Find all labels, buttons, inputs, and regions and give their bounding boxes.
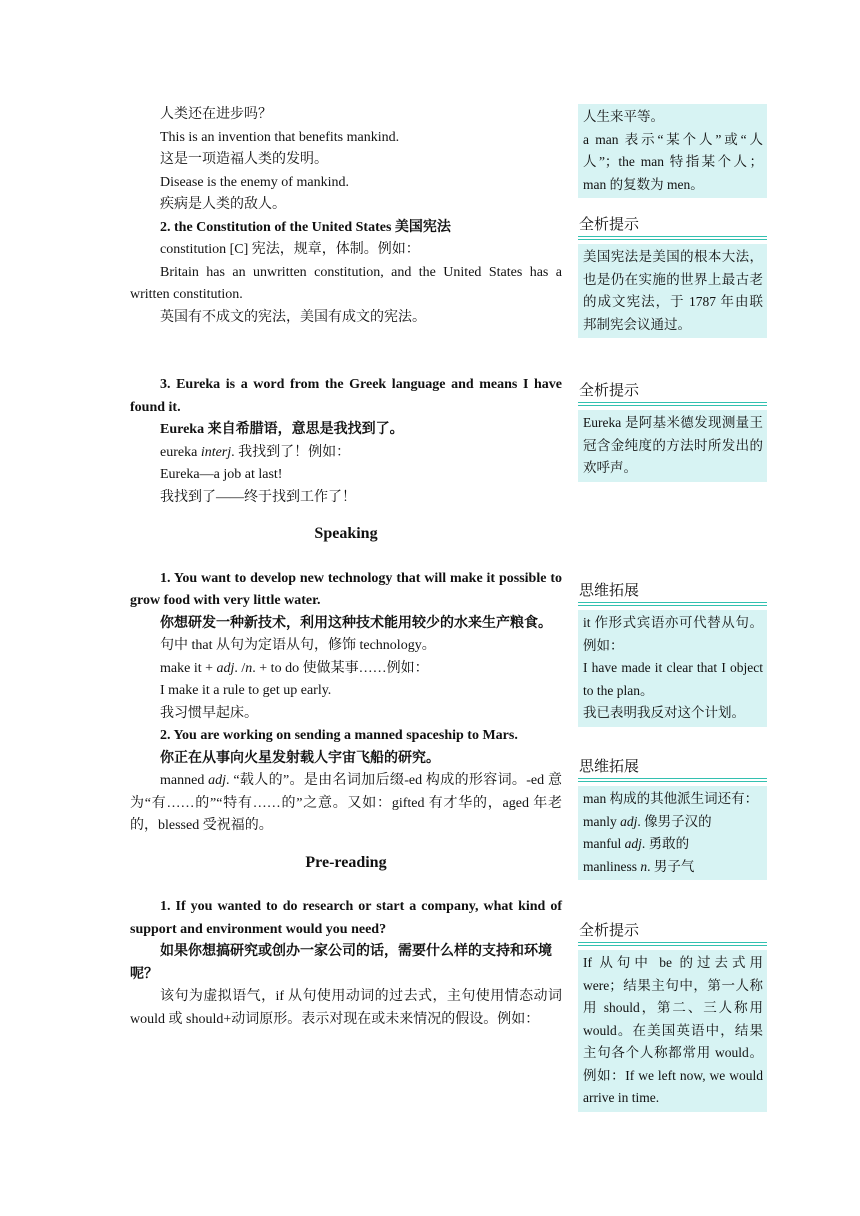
example-sentence: Eureka—a job at last! [160, 467, 283, 482]
explanation-paragraph: manned adj. “载人的”。是由名词加后缀-ed 构成的形容词。-ed 意为“有……的”“特有……的”之意。又如：gifted 有才华的，aged 年老的，blessed 受祝福的。 [130, 773, 562, 833]
definition-line: eureka interj. 我找到了！例如： [160, 444, 351, 460]
translation-line: 如果你想搞研究或创办一家公司的话，需要什么样的支持和环境呢？ [130, 944, 552, 982]
side-note-box: 美国宪法是美国的根本大法，也是仍在实施的世界上最古老的成文宪法，于 1787 年由联邦制宪会议通过。 [578, 244, 767, 338]
main-column [130, 104, 562, 1031]
side-note-line: manliness n. 男子气 [583, 858, 695, 874]
example-sentence: I make it a rule to get up early. [160, 683, 332, 698]
side-note-line: manful adj. 勇敢的 [583, 836, 690, 851]
item-heading: 1. If you wanted to do research or start a company, what kind of support and environment would you need? [130, 899, 562, 937]
translation-line: 我找到了——终于找到工作了！ [160, 489, 356, 505]
side-note-5 [578, 756, 767, 880]
side-note-line: man 构成的其他派生词还有： [583, 791, 759, 806]
item-heading: 3. Eureka is a word from the Greek language and means I have found it. [130, 377, 562, 415]
pattern-line: make it + adj. /n. + to do 使做某事……例如： [160, 660, 429, 676]
side-note-line: 我已表明我反对这个计划。 [583, 705, 745, 720]
side-note-title: 思维拓展 [578, 756, 767, 782]
translation-line: 你想研发一种新技术，利用这种技术能用较少的水来生产粮食。 [160, 615, 552, 631]
section-heading-prereading: Pre-reading [305, 853, 387, 871]
item-heading: 2. the Constitution of the United States 美国宪法 [160, 219, 451, 235]
translation-line: 疾病是人类的敌人。 [160, 197, 286, 212]
translation-line: 你正在从事向火星发射载人宇宙飞船的研究。 [160, 750, 440, 766]
side-note-box: If 从句中 be 的过去式用 were；结果主句中，第一人称用 should，第二、三人称用 would。在美国英语中，结果主句各个人称都常用 would。例如：If we left now, we would arrive in time. [578, 950, 767, 1112]
side-note-line: manly adj. 像男子汉的 [583, 813, 712, 829]
translation-line: Eureka 来自希腊语，意思是我找到了。 [160, 422, 404, 437]
side-note-title: 思维拓展 [578, 580, 767, 606]
side-note-title: 全析提示 [578, 214, 767, 240]
side-note-box: Eureka 是阿基米德发现测量王冠含金纯度的方法时所发出的欢呼声。 [578, 410, 767, 482]
side-note-2 [578, 214, 767, 338]
explanation-paragraph: 该句为虚拟语气，if 从句使用动词的过去式，主句使用情态动词 would 或 should+动词原形。表示对现在或未来情况的假设。例如： [130, 989, 562, 1027]
side-note-box: 人生来平等。 a man 表示“某个人”或“人人”；the man 特指某个人；man 的复数为 men。 [578, 104, 767, 198]
text-line: 人类还在进步吗？ [160, 107, 272, 122]
example-sentence: Disease is the enemy of mankind. [160, 174, 349, 190]
definition-line: constitution [C] 宪法，规章，体制。例如： [160, 242, 420, 257]
translation-line: 我习惯早起床。 [160, 705, 258, 721]
side-note-box [578, 610, 767, 727]
side-note-line: it 作形式宾语亦可代替从句。例如： [583, 615, 763, 653]
explanation-line: 句中 that 从句为定语从句，修饰 technology。 [160, 638, 436, 653]
side-note-title: 全析提示 [578, 380, 767, 406]
side-note-line: I have made it clear that I object to the plan。 [583, 660, 763, 698]
translation-line: 这是一项造福人类的发明。 [160, 152, 328, 167]
side-note-4 [578, 580, 767, 727]
side-note-title: 全析提示 [578, 920, 767, 946]
side-note-3 [578, 380, 767, 482]
side-note-6 [578, 920, 767, 1112]
example-sentence: This is an invention that benefits mankind. [160, 129, 400, 145]
example-sentence: Britain has an unwritten constitution, and the United States has a written constitution. [130, 264, 562, 302]
translation-line: 英国有不成文的宪法，美国有成文的宪法。 [160, 309, 426, 325]
section-heading-speaking: Speaking [314, 525, 378, 542]
side-note-box [578, 786, 767, 880]
item-heading: 1. You want to develop new technology that will make it possible to grow food with very little water. [130, 570, 562, 608]
item-heading: 2. You are working on sending a manned spaceship to Mars. [160, 728, 518, 743]
side-note-1 [578, 104, 767, 198]
